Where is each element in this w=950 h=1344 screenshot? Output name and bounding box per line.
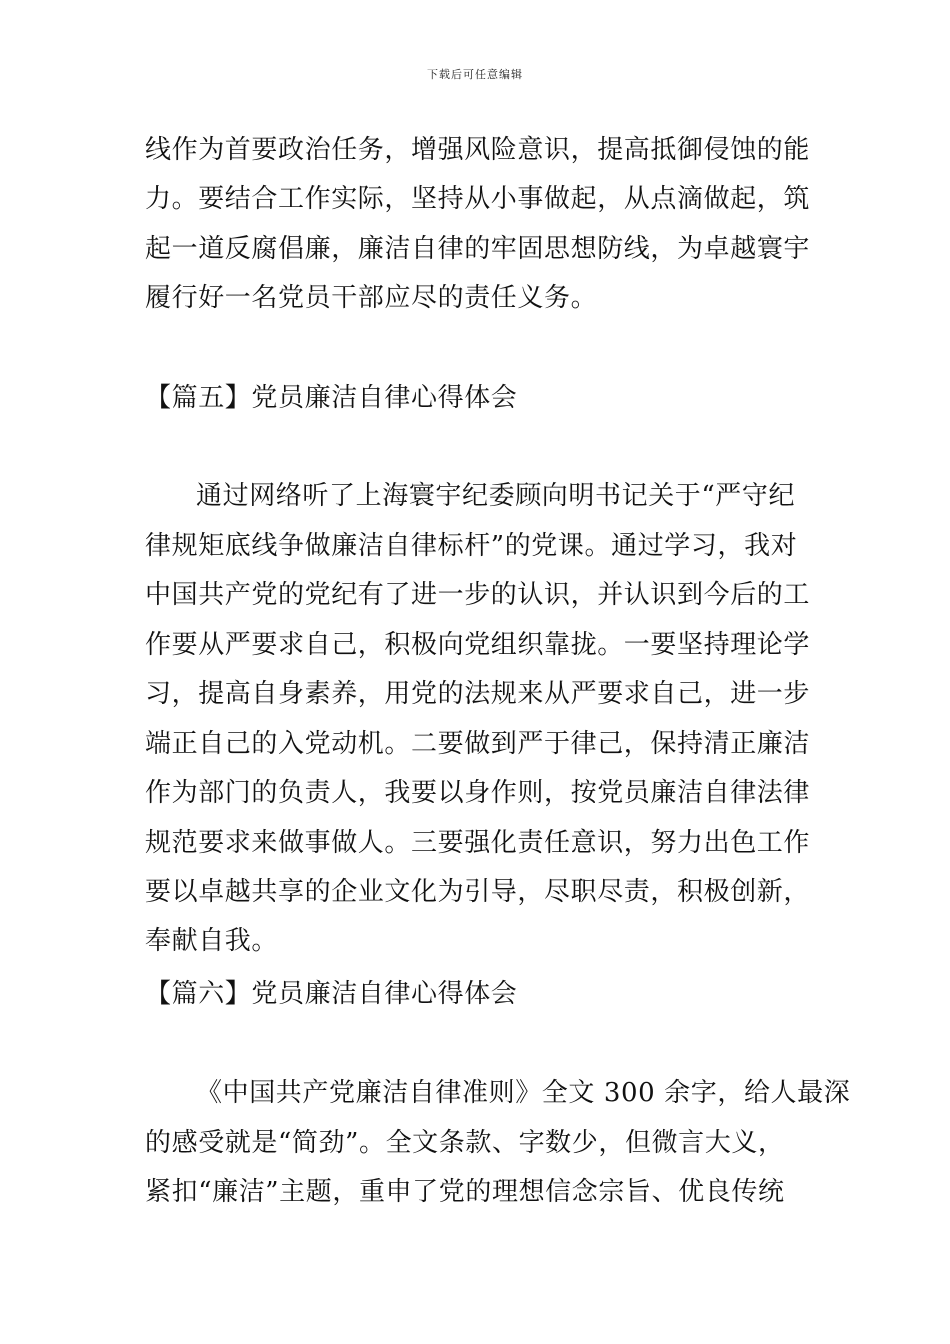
paragraph-line: 通过网络听了上海寰宇纪委顾向明书记关于“严守纪 — [196, 481, 796, 511]
paragraph-line: 线作为首要政治任务，增强风险意识，提高抵御侵蚀的能 — [145, 135, 811, 165]
paragraph-line: 律规矩底线争做廉洁自律标杆”的党课。通过学习，我对 — [145, 531, 798, 561]
paragraph-line: 履行好一名党员干部应尽的责任义务。 — [145, 283, 598, 313]
paragraph-line: 端正自己的入党动机。二要做到严于律己，保持清正廉洁 — [145, 729, 811, 759]
section-heading: 【篇六】党员廉洁自律心得体会 — [145, 979, 518, 1009]
paragraph-line: 作为部门的负责人，我要以身作则，按党员廉洁自律法律 — [145, 778, 811, 808]
paragraph-line: 紧扣“廉洁”主题，重申了党的理想信念宗旨、优良传统 — [145, 1177, 785, 1207]
paragraph-line: 中国共产党的党纪有了进一步的认识，并认识到今后的工 — [145, 580, 811, 610]
section-heading: 【篇五】党员廉洁自律心得体会 — [145, 383, 518, 413]
paragraph-line: 习，提高自身素养，用党的法规来从严要求自己，进一步 — [145, 679, 811, 709]
paragraph-line: 《中国共产党廉洁自律准则》全文 300 余字，给人最深 — [196, 1078, 851, 1108]
paragraph-line: 作要从严要求自己，积极向党组织靠拢。一要坚持理论学 — [145, 630, 811, 660]
paragraph-line: 的感受就是“简劲”。全文条款、字数少，但微言大义， — [145, 1128, 785, 1158]
paragraph-line: 起一道反腐倡廉，廉洁自律的牢固思想防线，为卓越寰宇 — [145, 234, 811, 264]
paragraph-line: 奉献自我。 — [145, 926, 279, 956]
paragraph-line: 要以卓越共享的企业文化为引导，尽职尽责，积极创新， — [145, 877, 811, 907]
paragraph-line: 力。要结合工作实际，坚持从小事做起，从点滴做起，筑 — [145, 184, 811, 214]
header-note: 下载后可任意编辑 — [427, 68, 523, 81]
paragraph-line: 规范要求来做事做人。三要强化责任意识，努力出色工作 — [145, 828, 811, 858]
